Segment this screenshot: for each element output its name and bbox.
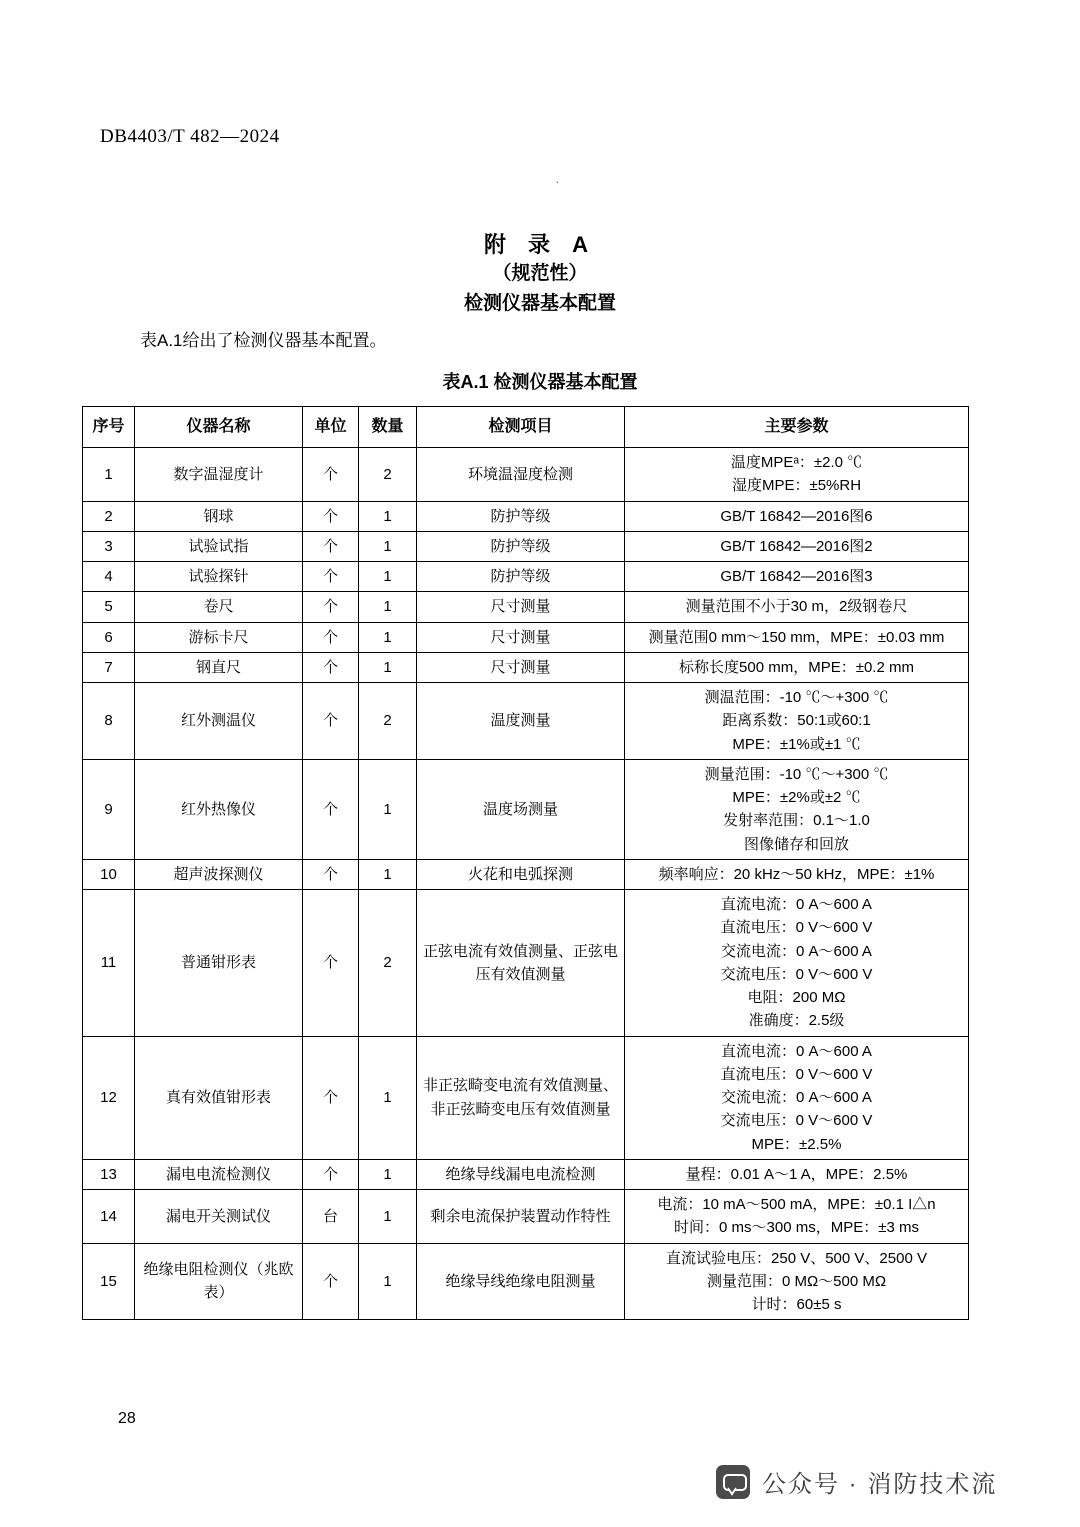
parameter-line: 直流电压：0 V～600 V [720, 919, 873, 937]
cell-unit: 个 [303, 1159, 359, 1189]
th-instrument-name: 仪器名称 [135, 407, 303, 448]
cell-unit: 个 [303, 859, 359, 889]
cell-main-parameters [625, 448, 969, 502]
parameter-line: 标称长度500 mm，MPE：±0.2 mm [679, 658, 914, 676]
cell-main-parameters [625, 531, 969, 561]
cell-index: 11 [83, 890, 135, 1037]
cell-quantity: 1 [359, 562, 417, 592]
cell-test-item: 尺寸测量 [417, 592, 625, 622]
cell-instrument-name: 漏电电流检测仪 [135, 1159, 303, 1189]
parameter-line: 准确度：2.5级 [748, 1012, 845, 1030]
cell-unit: 个 [303, 652, 359, 682]
cell-test-item: 防护等级 [417, 501, 625, 531]
cell-unit: 个 [303, 1243, 359, 1320]
cell-main-parameters [625, 622, 969, 652]
cell-quantity: 1 [359, 592, 417, 622]
parameter-line: MPE：±1%或±1 ℃ [732, 735, 861, 753]
cell-main-parameters [625, 1243, 969, 1320]
table-header-row [83, 407, 969, 448]
cell-main-parameters [625, 501, 969, 531]
cell-test-item: 火花和电弧探测 [417, 859, 625, 889]
table-caption: 表A.1 检测仪器基本配置 [442, 372, 638, 392]
parameter-line: 直流电压：0 V～600 V [720, 1065, 873, 1083]
cell-index: 2 [83, 501, 135, 531]
cell-index: 9 [83, 759, 135, 859]
parameter-line: 交流电压：0 V～600 V [720, 965, 873, 983]
cell-unit: 个 [303, 890, 359, 1037]
parameter-line: 湿度MPE：±5%RH [731, 477, 862, 495]
cell-instrument-name: 绝缘电阻检测仪（兆欧表） [135, 1243, 303, 1320]
cell-test-item: 尺寸测量 [417, 622, 625, 652]
th-index: 序号 [83, 407, 135, 448]
cell-index: 8 [83, 683, 135, 760]
cell-unit: 个 [303, 683, 359, 760]
cell-test-item: 温度测量 [417, 683, 625, 760]
cell-index: 14 [83, 1190, 135, 1244]
parameter-line: 交流电压：0 V～600 V [720, 1112, 873, 1130]
cell-quantity: 2 [359, 683, 417, 760]
parameter-line: 电阻：200 MΩ [747, 989, 846, 1006]
parameter-line: 发射率范围：0.1～1.0 [723, 812, 870, 830]
cell-instrument-name: 游标卡尺 [135, 622, 303, 652]
cell-instrument-name: 试验探针 [135, 562, 303, 592]
parameter-line: 温度MPEᵃ：±2.0 ℃ [730, 454, 863, 471]
cell-unit: 个 [303, 531, 359, 561]
cell-unit: 个 [303, 622, 359, 652]
cell-unit: 个 [303, 592, 359, 622]
cell-unit: 个 [303, 759, 359, 859]
table-row [83, 562, 969, 592]
cell-test-item: 防护等级 [417, 531, 625, 561]
table-header [83, 407, 969, 448]
cell-main-parameters [625, 592, 969, 622]
cell-instrument-name: 试验试指 [135, 531, 303, 561]
instrument-config-table [82, 406, 969, 1320]
cell-index: 15 [83, 1243, 135, 1320]
table-row [83, 1243, 969, 1320]
cell-main-parameters [625, 1190, 969, 1244]
table-row [83, 1159, 969, 1189]
cell-instrument-name: 普通钳形表 [135, 890, 303, 1037]
table-row [83, 1036, 969, 1159]
table-row [83, 592, 969, 622]
parameter-line: 量程：0.01 A～1 A，MPE：2.5% [685, 1165, 908, 1183]
page-dot-mark: . [556, 172, 559, 186]
cell-main-parameters [625, 683, 969, 760]
cell-quantity: 1 [359, 1036, 417, 1159]
table-row [83, 531, 969, 561]
cell-quantity: 1 [359, 759, 417, 859]
cell-unit: 个 [303, 1036, 359, 1159]
parameter-line: 测量范围不小于30 m，2级钢卷尺 [685, 598, 908, 616]
parameter-line: 测量范围0 mm～150 mm，MPE：±0.03 mm [648, 628, 945, 646]
table-row [83, 683, 969, 760]
cell-instrument-name: 真有效值钳形表 [135, 1036, 303, 1159]
parameter-line: MPE：±2%或±2 ℃ [732, 789, 861, 806]
cell-unit: 个 [303, 501, 359, 531]
cell-quantity: 1 [359, 859, 417, 889]
cell-index: 7 [83, 652, 135, 682]
parameter-line: 直流电流：0 A～600 A [721, 896, 872, 913]
cell-quantity: 1 [359, 1190, 417, 1244]
th-test-item: 检测项目 [417, 407, 625, 448]
cell-main-parameters [625, 652, 969, 682]
cell-instrument-name: 漏电开关测试仪 [135, 1190, 303, 1244]
parameter-line: 测量范围：0 MΩ～500 MΩ [706, 1272, 887, 1290]
appendix-title: 附 录 A [483, 232, 597, 257]
cell-quantity: 1 [359, 531, 417, 561]
parameter-line: 距离系数：50:1或60:1 [722, 712, 871, 730]
parameter-line: 图像储存和回放 [743, 835, 849, 853]
parameter-line: 频率响应：20 kHz～50 kHz，MPE：±1% [658, 865, 935, 883]
table-row [83, 448, 969, 502]
table-row [83, 1190, 969, 1244]
cell-test-item: 温度场测量 [417, 759, 625, 859]
cell-index: 5 [83, 592, 135, 622]
cell-main-parameters [625, 859, 969, 889]
wechat-icon [716, 1465, 750, 1499]
cell-unit: 个 [303, 562, 359, 592]
page-number: 28 [118, 1410, 136, 1427]
table-row [83, 890, 969, 1037]
intro-paragraph: 表A.1给出了检测仪器基本配置。 [140, 331, 387, 350]
watermark [716, 1464, 997, 1499]
parameter-line: 交流电流：0 A～600 A [721, 942, 872, 960]
parameter-line: 直流电流：0 A～600 A [721, 1042, 872, 1060]
cell-quantity: 1 [359, 622, 417, 652]
cell-instrument-name: 数字温湿度计 [135, 448, 303, 502]
cell-test-item: 绝缘导线漏电电流检测 [417, 1159, 625, 1189]
cell-test-item: 防护等级 [417, 562, 625, 592]
parameter-line: 电流：10 mA～500 mA，MPE：±0.1 I△n [657, 1196, 936, 1213]
watermark-text: 公众号 · 消防技术流 [762, 1471, 998, 1498]
cell-test-item: 非正弦畸变电流有效值测量、非正弦畸变电压有效值测量 [417, 1036, 625, 1159]
cell-instrument-name: 卷尺 [135, 592, 303, 622]
cell-main-parameters [625, 562, 969, 592]
cell-test-item: 环境温湿度检测 [417, 448, 625, 502]
parameter-line: GB/T 16842—2016图2 [720, 537, 873, 555]
cell-test-item: 剩余电流保护装置动作特性 [417, 1190, 625, 1244]
cell-index: 6 [83, 622, 135, 652]
cell-main-parameters [625, 1036, 969, 1159]
parameter-line: 直流试验电压：250 V、500 V、2500 V [666, 1249, 927, 1267]
cell-quantity: 2 [359, 890, 417, 1037]
parameter-line: GB/T 16842—2016图6 [720, 507, 873, 525]
cell-instrument-name: 红外热像仪 [135, 759, 303, 859]
cell-instrument-name: 超声波探测仪 [135, 859, 303, 889]
th-quantity: 数量 [359, 407, 417, 448]
cell-unit: 台 [303, 1190, 359, 1244]
cell-quantity: 1 [359, 652, 417, 682]
appendix-subtitle: （规范性） [492, 263, 588, 284]
cell-test-item: 绝缘导线绝缘电阻测量 [417, 1243, 625, 1320]
cell-main-parameters [625, 890, 969, 1037]
cell-index: 12 [83, 1036, 135, 1159]
cell-index: 4 [83, 562, 135, 592]
table-body [83, 448, 969, 1320]
cell-quantity: 1 [359, 1243, 417, 1320]
parameter-line: 测量范围：-10 ℃～+300 ℃ [704, 765, 889, 783]
cell-index: 3 [83, 531, 135, 561]
table-row [83, 859, 969, 889]
parameter-line: 时间：0 ms～300 ms，MPE：±3 ms [674, 1219, 919, 1237]
parameter-line: MPE：±2.5% [751, 1135, 842, 1153]
th-unit: 单位 [303, 407, 359, 448]
standard-code-header: DB4403/T 482—2024 [100, 126, 280, 147]
cell-quantity: 1 [359, 501, 417, 531]
cell-quantity: 1 [359, 1159, 417, 1189]
cell-unit: 个 [303, 448, 359, 502]
parameter-line: 测温范围：-10 ℃～+300 ℃ [704, 689, 889, 706]
cell-index: 13 [83, 1159, 135, 1189]
cell-instrument-name: 红外测温仪 [135, 683, 303, 760]
table-row [83, 622, 969, 652]
appendix-name: 检测仪器基本配置 [463, 293, 616, 314]
table-row [83, 759, 969, 859]
table-row [83, 501, 969, 531]
parameter-line: 交流电流：0 A～600 A [721, 1089, 872, 1106]
cell-instrument-name: 钢直尺 [135, 652, 303, 682]
parameter-line: 计时：60±5 s [751, 1296, 842, 1313]
parameter-line: GB/T 16842—2016图3 [720, 568, 873, 585]
cell-main-parameters [625, 1159, 969, 1189]
cell-index: 1 [83, 448, 135, 502]
th-main-parameters: 主要参数 [625, 407, 969, 448]
cell-index: 10 [83, 859, 135, 889]
table-row [83, 652, 969, 682]
cell-test-item: 正弦电流有效值测量、正弦电压有效值测量 [417, 890, 625, 1037]
cell-quantity: 2 [359, 448, 417, 502]
cell-test-item: 尺寸测量 [417, 652, 625, 682]
cell-main-parameters [625, 759, 969, 859]
cell-instrument-name: 钢球 [135, 501, 303, 531]
